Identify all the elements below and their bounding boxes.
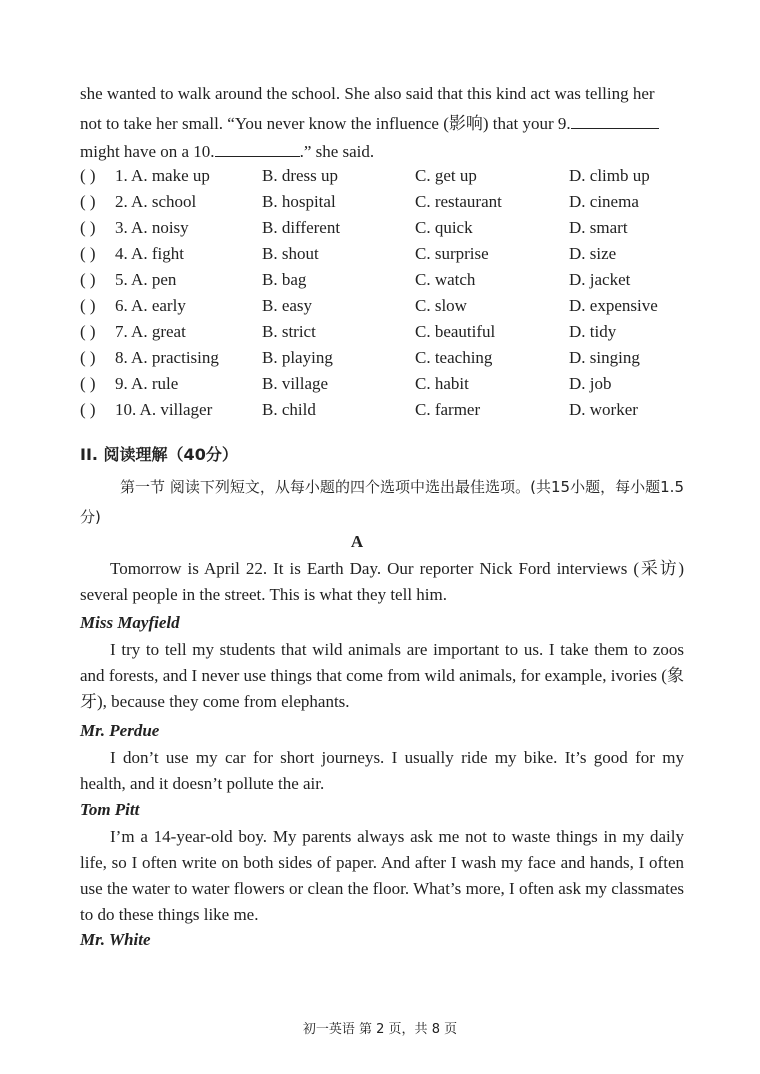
option-b[interactable]: B. village <box>262 374 329 393</box>
intro-line-3-pre: might have on a 10. <box>80 142 215 161</box>
blank-10[interactable] <box>215 139 300 157</box>
intro-line-1: she wanted to walk around the school. She also said that this kind act was telling her <box>80 84 655 103</box>
option-c[interactable]: C. habit <box>415 374 469 393</box>
option-d[interactable]: D. smart <box>569 218 628 237</box>
option-b[interactable]: B. easy <box>262 296 313 315</box>
option-b[interactable]: B. playing <box>262 348 333 367</box>
answer-paren[interactable]: ( ) <box>80 322 96 341</box>
speaker-name: Miss Mayfield <box>80 613 180 632</box>
option-a[interactable]: 10. A. villager <box>115 400 213 419</box>
option-c[interactable]: C. get up <box>415 166 477 185</box>
answer-paren[interactable]: ( ) <box>80 374 96 393</box>
option-d[interactable]: D. size <box>569 244 617 263</box>
intro-line-3 <box>80 139 374 162</box>
section-instruction: 第一节 阅读下列短文，从每小题的四个选项中选出最佳选项。(共15小题，每小题1.5分) <box>80 478 684 526</box>
page-footer: 初一英语 第 2 页，共 8 页 <box>302 1022 458 1037</box>
option-b[interactable]: B. different <box>262 218 341 237</box>
intro-line-2 <box>80 111 659 134</box>
blank-9[interactable] <box>571 111 659 129</box>
option-d[interactable]: D. cinema <box>569 192 639 211</box>
option-a[interactable]: 2. A. school <box>115 192 197 211</box>
answer-paren[interactable]: ( ) <box>80 166 96 185</box>
option-a[interactable]: 5. A. pen <box>115 270 177 289</box>
option-c[interactable]: C. quick <box>415 218 473 237</box>
section-heading: II. 阅读理解（40分） <box>80 445 238 464</box>
option-c[interactable]: C. watch <box>415 270 476 289</box>
option-a[interactable]: 6. A. early <box>115 296 186 315</box>
speaker-name: Mr. White <box>80 930 151 949</box>
option-b[interactable]: B. dress up <box>262 166 339 185</box>
option-a[interactable]: 1. A. make up <box>115 166 210 185</box>
intro-line-2-text: not to take her small. “You never know the influence (影响) that your 9. <box>80 114 571 133</box>
speaker-text: I try to tell my students that wild animals are important to us. I take them to zoos and forests, and I never use things that come from wild animals, for example, ivories (象牙), because they come from elephants. <box>80 640 684 711</box>
answer-paren[interactable]: ( ) <box>80 296 96 315</box>
option-d[interactable]: D. singing <box>569 348 640 367</box>
option-c[interactable]: C. slow <box>415 296 467 315</box>
speaker-text: I’m a 14-year-old boy. My parents always ask me not to waste things in my daily life, so I often write on both sides of paper. And after I wash my face and hands, I often use the water to water flowers or clean the floor. What’s more, I often ask my classmates to do these things like me. <box>80 827 684 924</box>
option-d[interactable]: D. tidy <box>569 322 617 341</box>
option-a[interactable]: 3. A. noisy <box>115 218 189 237</box>
option-c[interactable]: C. farmer <box>415 400 481 419</box>
passage-title: A <box>350 532 364 551</box>
passage-intro: Tomorrow is April 22. It is Earth Day. Our reporter Nick Ford interviews (采访) several people in the street. This is what they tell him. <box>80 559 684 604</box>
option-d[interactable]: D. jacket <box>569 270 631 289</box>
option-a[interactable]: 7. A. great <box>115 322 186 341</box>
option-b[interactable]: B. shout <box>262 244 319 263</box>
option-c[interactable]: C. teaching <box>415 348 493 367</box>
answer-paren[interactable]: ( ) <box>80 270 96 289</box>
answer-paren[interactable]: ( ) <box>80 192 96 211</box>
option-c[interactable]: C. restaurant <box>415 192 502 211</box>
answer-paren[interactable]: ( ) <box>80 400 96 419</box>
option-c[interactable]: C. surprise <box>415 244 489 263</box>
option-d[interactable]: D. climb up <box>569 166 650 185</box>
option-c[interactable]: C. beautiful <box>415 322 496 341</box>
speaker-name: Tom Pitt <box>80 800 140 819</box>
option-b[interactable]: B. child <box>262 400 316 419</box>
intro-line-3-post: .” she said. <box>299 142 375 161</box>
option-b[interactable]: B. hospital <box>262 192 336 211</box>
answer-paren[interactable]: ( ) <box>80 218 96 237</box>
answer-paren[interactable]: ( ) <box>80 244 96 263</box>
option-d[interactable]: D. job <box>569 374 612 393</box>
option-a[interactable]: 9. A. rule <box>115 374 179 393</box>
speaker-text: I don’t use my car for short journeys. I usually ride my bike. It’s good for my health, and it doesn’t pollute the air. <box>80 748 684 793</box>
option-a[interactable]: 4. A. fight <box>115 244 184 263</box>
answer-paren[interactable]: ( ) <box>80 348 96 367</box>
option-d[interactable]: D. expensive <box>569 296 658 315</box>
option-b[interactable]: B. strict <box>262 322 316 341</box>
option-b[interactable]: B. bag <box>262 270 307 289</box>
speaker-name: Mr. Perdue <box>80 721 160 740</box>
option-d[interactable]: D. worker <box>569 400 638 419</box>
option-a[interactable]: 8. A. practising <box>115 348 219 367</box>
